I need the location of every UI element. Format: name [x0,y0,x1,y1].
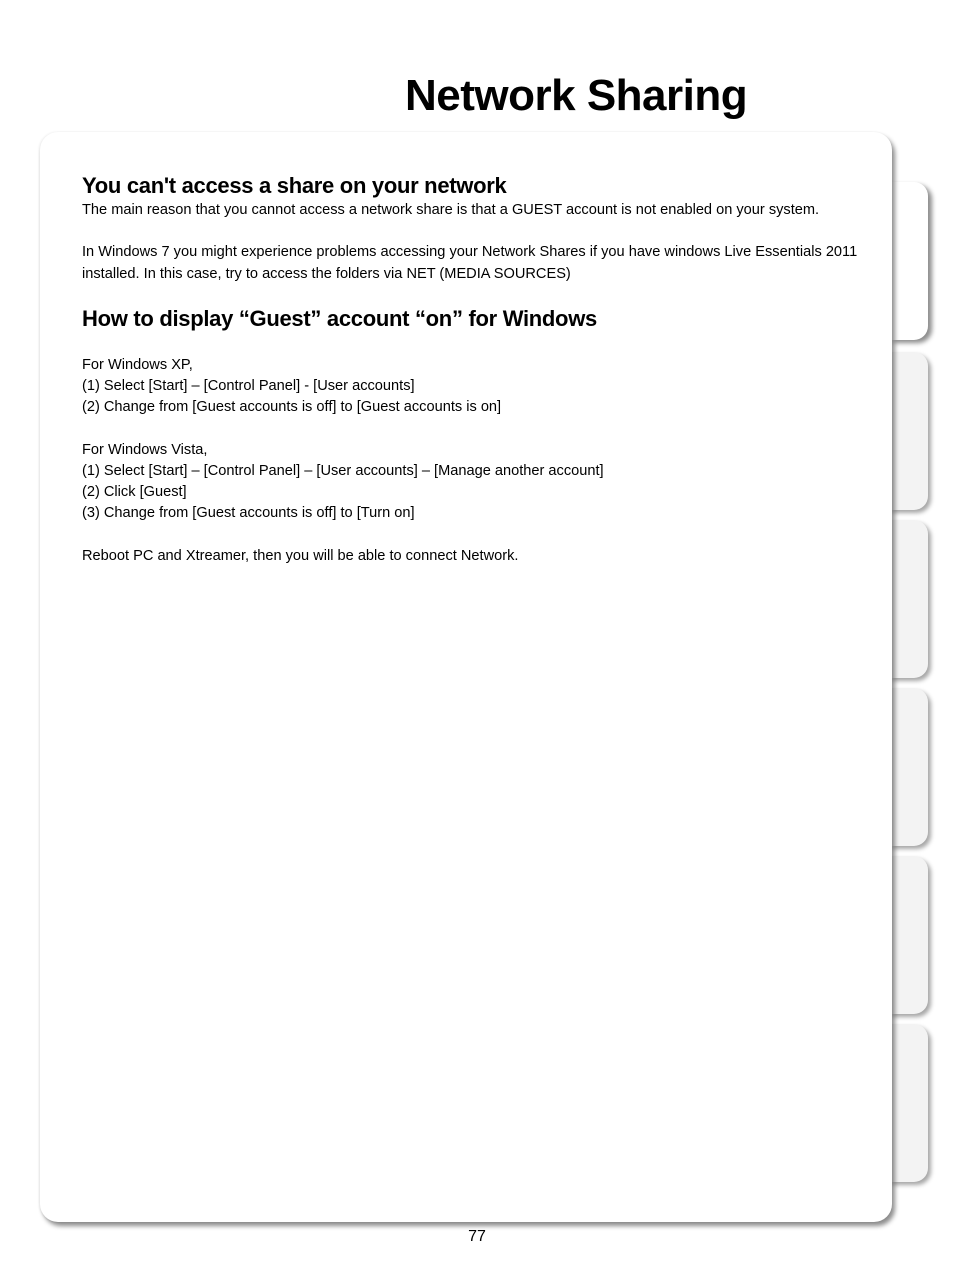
xp-step: (2) Change from [Guest accounts is off] to [Guest accounts is on] [82,399,502,416]
page-title: Network Sharing [405,71,748,120]
section-tab[interactable] [890,1024,928,1182]
vista-title: For Windows Vista, [82,441,208,458]
vista-step: (2) Click [Guest] [82,484,187,500]
closing-note: Reboot PC and Xtreamer, then you will be able to connect Network. [82,547,519,564]
xp-step: (1) Select [Start] – [Control Panel] - [User accounts] [82,378,415,394]
paragraph-windows7-note: In Windows 7 you might experience problems accessing your Network Shares if you have windows Live Essentials 2011 installed. In this case, try to access the folders via NET (MEDIA SOURCES) [82,244,858,282]
page-content [82,172,872,567]
section-tab[interactable] [890,856,928,1014]
section-tab-active[interactable] [890,182,928,340]
section-heading-guest-account: How to display “Guest” account “on” for Windows [82,305,597,331]
paragraph-guest-account-reason: The main reason that you cannot access a network share is that a GUEST account is not enabled on your system. [82,202,820,218]
page-number: 77 [468,1228,486,1245]
section-tab[interactable] [890,688,928,846]
section-tab[interactable] [890,520,928,678]
section-heading-share-access: You can't access a share on your network [82,173,507,198]
section-tab[interactable] [890,352,928,510]
xp-title: For Windows XP, [82,356,193,373]
vista-step: (3) Change from [Guest accounts is off] to [Turn on] [82,505,415,522]
vista-step: (1) Select [Start] – [Control Panel] – [User accounts] – [Manage another account] [82,462,604,479]
